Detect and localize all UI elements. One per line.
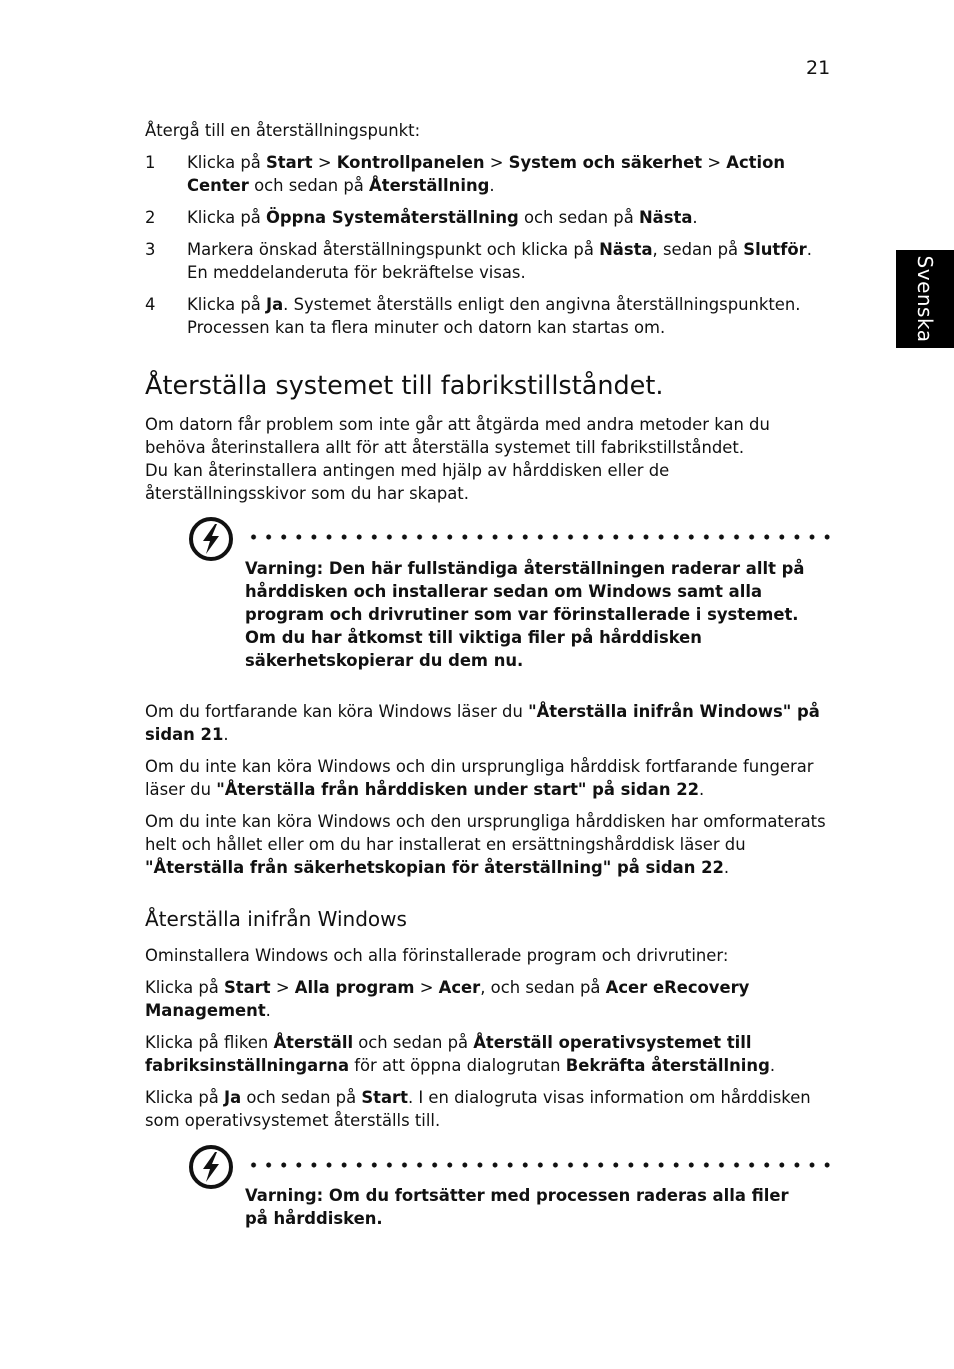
step-text: Klicka på Start > Kontrollpanelen > System och säkerhet > Action Center och sedan på Återställning. (187, 153, 786, 195)
step-2 (145, 206, 835, 229)
step-text: Klicka på Ja. Systemet återställs enligt den angivna återställningspunkten. Processen kan ta flera minuter och datorn kan startas om. (187, 295, 801, 337)
reference-link[interactable]: "Återställa från säkerhetskopian för återställning" på sidan 22 (145, 858, 724, 877)
warning-divider (246, 534, 832, 540)
section-intro-para-1: Om datorn får problem som inte går att åtgärda med andra metoder kan du behöva återinstallera allt för att återställa systemet till fabrikstillståndet. (145, 415, 770, 457)
instruction-para-3: Klicka på Ja och sedan på Start. I en dialogruta visas information om hårddisken som operativsystemet återställs till. (145, 1088, 811, 1130)
subsection-intro: Ominstallera Windows och alla förinstallerade program och drivrutiner: (145, 946, 729, 965)
language-tab (896, 250, 954, 348)
warning-divider (246, 1162, 832, 1168)
instruction-para-1: Klicka på Start > Alla program > Acer, och sedan på Acer eRecovery Management. (145, 978, 750, 1020)
step-text: Markera önskad återställningspunkt och klicka på Nästa, sedan på Slutför. En meddelanderuta för bekräftelse visas. (187, 240, 812, 282)
reference-para-2: Om du inte kan köra Windows och din ursprungliga hårddisk fortfarande fungerar läser du "Återställa från hårddisken under start" på sidan 22. (145, 757, 814, 799)
page-number: 21 (806, 57, 831, 79)
intro-label: Återgå till en återställningspunkt: (145, 121, 421, 140)
subsection-title: Återställa inifrån Windows (145, 907, 407, 931)
reference-link[interactable]: "Återställa inifrån Windows" på sidan 21 (145, 702, 820, 744)
warning-lightning-icon (188, 516, 234, 562)
warning-text-2: Varning: Om du fortsätter med processen raderas alla filer på hårddisken. (245, 1186, 789, 1228)
step-1 (145, 151, 835, 197)
step-number: 2 (145, 208, 156, 227)
language-tab-label: Svenska (913, 255, 937, 343)
warning-text-1: Varning: Den här fullständiga återställningen raderar allt på hårddisken och installerar sedan om Windows samt alla program och drivrutiner som var förinstallerade i systemet. Om du har åtkomst till viktiga filer på hårddisken säkerhetskopierar du dem nu. (245, 559, 805, 670)
step-text: Klicka på Öppna Systemåterställning och sedan på Nästa. (187, 208, 698, 227)
step-4 (145, 293, 835, 339)
step-3 (145, 238, 835, 284)
section-intro-para-2: Du kan återinstallera antingen med hjälp av hårddisken eller de återställningsskivor som du har skapat. (145, 461, 670, 503)
section-title: Återställa systemet till fabrikstillståndet. (145, 371, 664, 401)
step-number: 4 (145, 295, 156, 314)
step-number: 1 (145, 153, 156, 172)
reference-para-3: Om du inte kan köra Windows och den ursprungliga hårddisken har omformaterats helt och hållet eller om du har installerat en ersättningshårddisk läser du "Återställa från säkerhetskopian för återställning" på sidan 22. (145, 812, 826, 877)
warning-lightning-icon (188, 1144, 234, 1190)
step-number: 3 (145, 240, 156, 259)
reference-para-1: Om du fortfarande kan köra Windows läser du "Återställa inifrån Windows" på sidan 21. (145, 702, 820, 744)
instruction-para-2: Klicka på fliken Återställ och sedan på Återställ operativsystemet till fabriksinställningarna för att öppna dialogrutan Bekräfta återställning. (145, 1033, 776, 1075)
reference-link[interactable]: "Återställa från hårddisken under start" på sidan 22 (216, 780, 699, 799)
